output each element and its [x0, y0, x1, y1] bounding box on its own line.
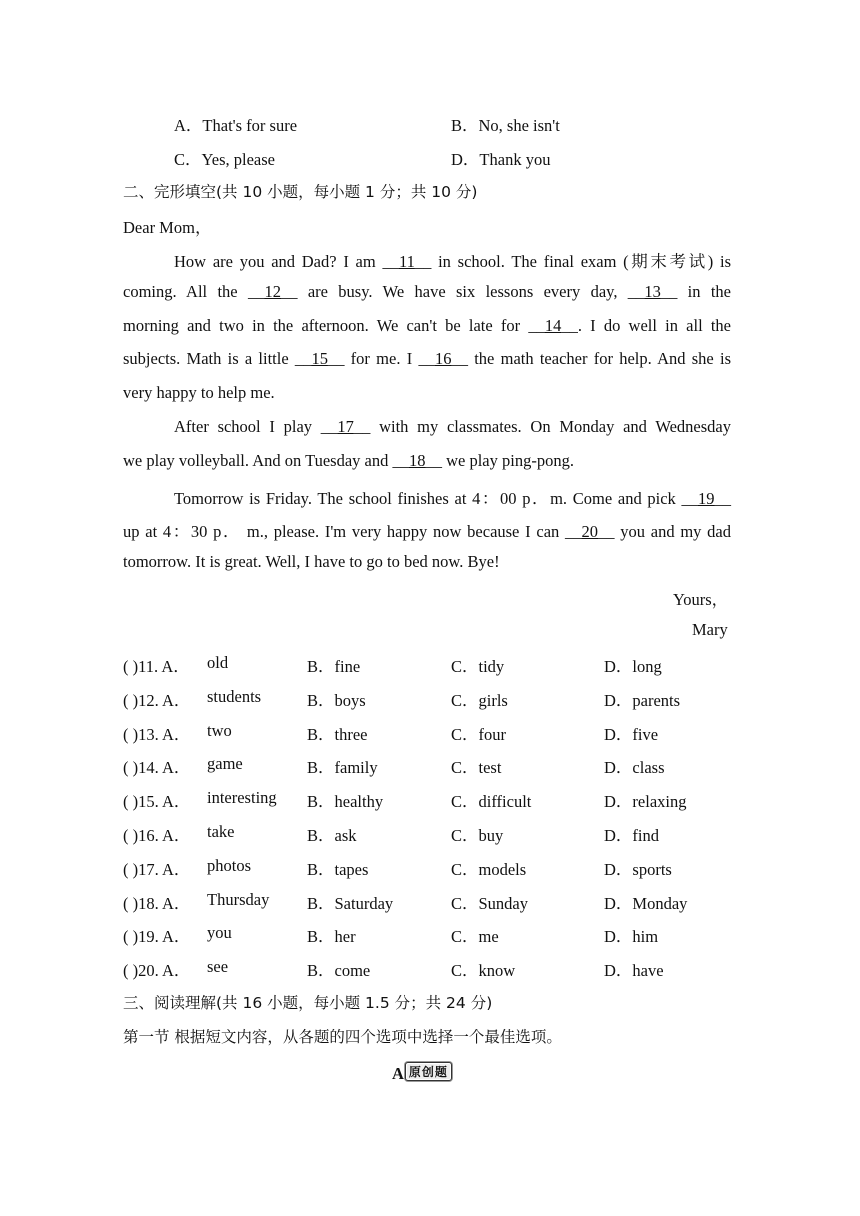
letter-line: [123, 451, 574, 471]
letter-line: [123, 383, 275, 403]
letter-text: How are you and Dad? I am __: [174, 252, 399, 271]
letter-text: very happy to help me.: [123, 383, 275, 403]
option-c: C．me: [451, 927, 499, 947]
option-a: photos: [207, 855, 252, 875]
question-number: ( )12. A．: [123, 690, 191, 710]
option-b: B．come: [307, 961, 371, 981]
option-d: D．long: [604, 657, 662, 676]
option-a: you: [207, 923, 232, 943]
letter-text: up at 4：30 p． m., please. I'm very happy now because I can __: [123, 522, 582, 542]
option-d: D．find: [604, 826, 659, 845]
option-a: interesting: [207, 788, 277, 808]
option-b: B．No, she isn't: [451, 116, 560, 135]
letter-line: [174, 248, 731, 272]
letter-text: __: [714, 488, 731, 508]
option-a: take: [207, 822, 235, 841]
question-number: ( )11. A．: [123, 657, 190, 676]
option-d: D．five: [604, 724, 659, 744]
passage-label: A: [392, 1064, 404, 1083]
letter-line: [123, 349, 731, 369]
option-c: C．test: [451, 758, 502, 778]
question-number: ( )17. A．: [123, 859, 191, 879]
letter-line: [123, 552, 500, 572]
letter-text: we play volleyball. And on Tuesday and __: [123, 450, 409, 470]
letter-text: __ for me. I __: [327, 349, 435, 369]
option-b: B．three: [307, 724, 368, 744]
letter-text: __ we play ping-pong.: [425, 450, 574, 470]
passage-heading: [392, 1062, 452, 1084]
question-number: ( )15. A．: [123, 792, 191, 812]
question-number: ( )16. A．: [123, 826, 191, 845]
letter-text: __ you and my dad: [598, 522, 732, 542]
option-d: D．Thank you: [451, 150, 551, 169]
question-number: ( )20. A．: [123, 961, 191, 981]
option-d: D．relaxing: [604, 792, 687, 812]
option-a: Thursday: [207, 889, 270, 909]
letter-text: morning and two in the afternoon. We can't be late for __: [123, 315, 545, 335]
blank-number: 16: [434, 349, 452, 369]
option-d: D．him: [604, 927, 659, 947]
option-d: D．class: [604, 758, 665, 778]
option-b: B．fine: [307, 657, 361, 676]
option-a: two: [207, 720, 232, 740]
blank-number: 12: [264, 281, 281, 301]
option-a: old: [207, 653, 229, 672]
blank-number: 11: [398, 252, 415, 271]
section-3-instruction: 第一节 根据短文内容，从各题的四个选项中选择一个最佳选项。: [123, 1028, 562, 1046]
letter-text: coming. All the __: [123, 281, 265, 301]
option-d: D．sports: [604, 859, 672, 879]
letter-line: [123, 316, 731, 336]
question-number: ( )18. A．: [123, 893, 191, 913]
blank-number: 20: [581, 522, 599, 542]
option-d: D．parents: [604, 690, 681, 710]
option-c: C．buy: [451, 826, 504, 845]
blank-number: 13: [644, 281, 661, 301]
letter-text: Tomorrow is Friday. The school finishes at 4：00 p．m. Come and pick __: [174, 488, 698, 508]
letter-text: __ with my classmates. On Monday and Wednesday: [353, 417, 732, 436]
question-number: ( )14. A．: [123, 758, 191, 778]
option-c: C．know: [451, 961, 516, 981]
letter-text: subjects. Math is a little __: [123, 349, 312, 369]
question-number: ( )13. A．: [123, 724, 191, 744]
letter-line: [123, 518, 731, 542]
letter-line: [174, 485, 731, 509]
letter-text: __ the math teacher for help. And she is: [451, 349, 731, 369]
letter-text: tomorrow. It is great. Well, I have to go to bed now. Bye!: [123, 552, 500, 572]
question-number: ( )19. A．: [123, 927, 191, 947]
letter-line: [123, 282, 731, 302]
letter-line: [174, 417, 731, 437]
option-b: B．her: [307, 927, 356, 947]
option-b: B．tapes: [307, 859, 369, 879]
section-3-title: 三、阅读理解(共 16 小题，每小题 1.5 分；共 24 分): [123, 994, 493, 1012]
option-c: C．models: [451, 859, 527, 879]
option-b: B．boys: [307, 690, 366, 710]
option-d: D．have: [604, 961, 664, 981]
blank-number: 14: [544, 315, 562, 335]
option-c: C．difficult: [451, 792, 532, 812]
blank-number: 18: [408, 450, 426, 470]
letter-greeting: Dear Mom，: [123, 218, 212, 237]
option-b: B．Saturday: [307, 893, 394, 913]
option-c: C．girls: [451, 690, 508, 710]
letter-text: After school I play __: [174, 417, 338, 436]
option-b: B．ask: [307, 826, 357, 845]
option-b: B．healthy: [307, 792, 384, 812]
option-c: C．tidy: [451, 657, 505, 676]
blank-number: 19: [698, 488, 715, 508]
letter-text: __ in the: [660, 281, 731, 301]
option-a: A．That's for sure: [174, 116, 298, 135]
option-b: B．family: [307, 758, 378, 778]
option-c: C．Sunday: [451, 893, 529, 913]
section-2-title: 二、完形填空(共 10 小题，每小题 1 分；共 10 分): [123, 183, 478, 201]
option-a: students: [207, 686, 262, 706]
blank-number: 17: [337, 417, 354, 436]
option-a: game: [207, 754, 243, 774]
option-a: see: [207, 957, 229, 977]
letter-text: __ in school. The final exam (期末考试) is: [414, 252, 732, 271]
blank-number: 15: [311, 349, 328, 369]
letter-text: __. I do well in all the: [561, 315, 732, 335]
letter-signature: Mary: [692, 620, 728, 639]
option-c: C．four: [451, 724, 506, 744]
letter-closing: Yours，: [673, 590, 729, 609]
letter-text: __ are busy. We have six lessons every day, __: [280, 281, 645, 301]
original-question-badge: 原创题: [405, 1062, 452, 1081]
option-c: C．Yes, please: [174, 150, 275, 169]
option-d: D．Monday: [604, 893, 688, 913]
